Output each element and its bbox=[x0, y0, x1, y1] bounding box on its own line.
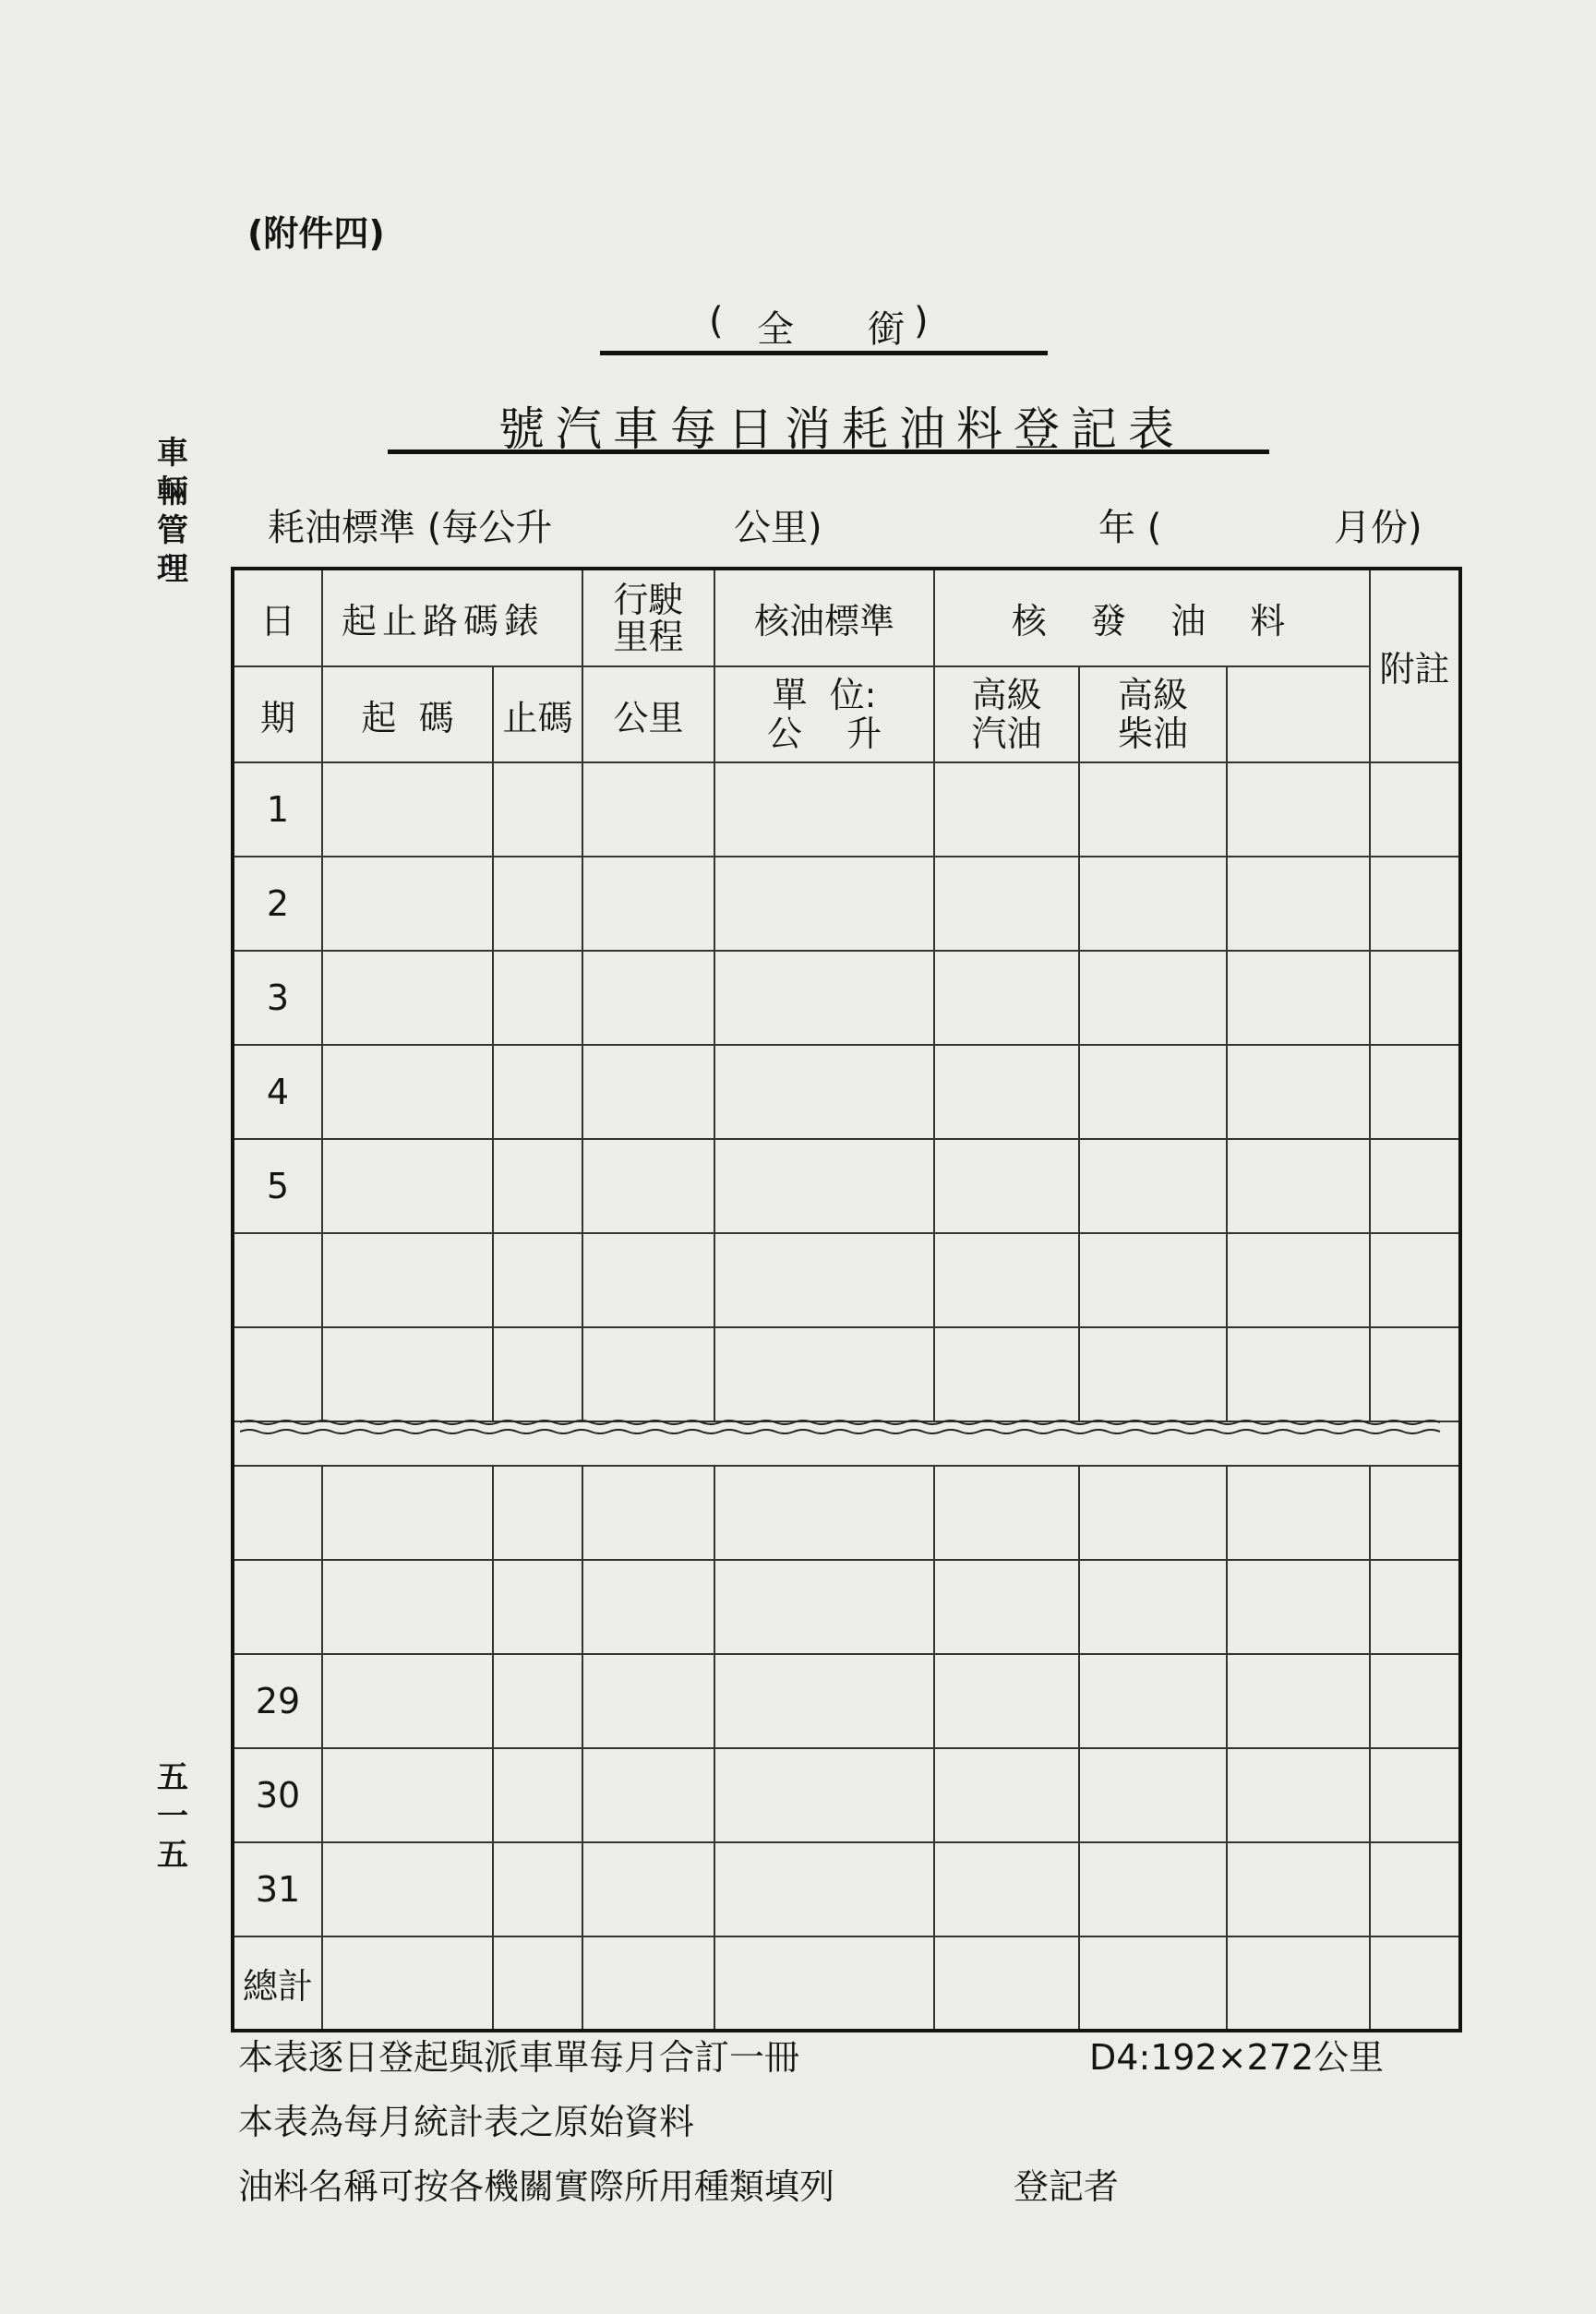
cell bbox=[714, 1560, 934, 1654]
day-cell bbox=[233, 1233, 322, 1327]
cell bbox=[934, 1560, 1079, 1654]
col-unit-1: 單 位: bbox=[772, 675, 877, 715]
cell bbox=[582, 1654, 714, 1748]
fuel-standard-unit: 公里) bbox=[734, 507, 822, 549]
header-row-2 bbox=[233, 666, 1460, 762]
cell bbox=[714, 1748, 934, 1842]
dept-rparen: ) bbox=[914, 300, 929, 342]
wave-line-1 bbox=[240, 1421, 1440, 1424]
cell bbox=[714, 1654, 934, 1748]
cell bbox=[1227, 1466, 1370, 1560]
cell bbox=[1079, 1842, 1227, 1936]
day-cell bbox=[233, 1327, 322, 1421]
cell bbox=[1079, 1327, 1227, 1421]
cell bbox=[322, 1936, 493, 2031]
cell bbox=[1227, 1139, 1370, 1233]
day-cell: 29 bbox=[233, 1654, 322, 1748]
col-gasoline-2: 汽油 bbox=[971, 713, 1042, 754]
cell bbox=[1227, 1560, 1370, 1654]
cell bbox=[1079, 762, 1227, 857]
cell bbox=[1370, 1842, 1460, 1936]
cell bbox=[493, 1560, 582, 1654]
cell bbox=[322, 1327, 493, 1421]
col-start-reading: 起 碼 bbox=[322, 666, 493, 762]
cell bbox=[714, 762, 934, 857]
table-row bbox=[233, 857, 1460, 951]
col-date-top: 日 bbox=[233, 569, 322, 666]
note-line-3: 油料名稱可按各機關實際所用種類填列 bbox=[238, 2166, 835, 2207]
cell bbox=[714, 951, 934, 1045]
cell bbox=[322, 762, 493, 857]
cell bbox=[322, 951, 493, 1045]
col-odometer: 起止路碼錶 bbox=[322, 569, 582, 666]
cell bbox=[322, 1842, 493, 1936]
col-date-bottom: 期 bbox=[233, 666, 322, 762]
cell bbox=[493, 951, 582, 1045]
col-stop-reading: 止碼 bbox=[493, 666, 582, 762]
note-line-2: 本表為每月統計表之原始資料 bbox=[238, 2102, 695, 2142]
cell bbox=[934, 762, 1079, 857]
cell bbox=[1370, 857, 1460, 951]
cell bbox=[1370, 1560, 1460, 1654]
day-cell bbox=[233, 1560, 322, 1654]
form-title-text: 號汽車每日消耗油料登記表 bbox=[498, 402, 1185, 456]
dept-quan: 全 bbox=[757, 308, 794, 351]
table-row bbox=[233, 762, 1460, 857]
cell bbox=[1370, 762, 1460, 857]
col-issued-fuel: 核 發 油 料 bbox=[934, 569, 1370, 666]
cell bbox=[1079, 951, 1227, 1045]
cell bbox=[1227, 1748, 1370, 1842]
cell bbox=[322, 1045, 493, 1139]
dept-lparen: ( bbox=[709, 300, 724, 342]
day-cell: 31 bbox=[233, 1842, 322, 1936]
cell bbox=[322, 1654, 493, 1748]
cell bbox=[1079, 1560, 1227, 1654]
cell bbox=[493, 1466, 582, 1560]
cell bbox=[1079, 1139, 1227, 1233]
table-row bbox=[233, 1139, 1460, 1233]
cell bbox=[582, 1936, 714, 2031]
cell bbox=[714, 1842, 934, 1936]
day-cell: 4 bbox=[233, 1045, 322, 1139]
cell bbox=[1370, 1654, 1460, 1748]
cell bbox=[493, 1139, 582, 1233]
cell bbox=[934, 951, 1079, 1045]
cell bbox=[493, 1936, 582, 2031]
day-cell bbox=[233, 1466, 322, 1560]
cell bbox=[493, 1748, 582, 1842]
cell bbox=[582, 951, 714, 1045]
cell bbox=[1079, 1466, 1227, 1560]
cell bbox=[582, 1139, 714, 1233]
cell bbox=[582, 1327, 714, 1421]
table-row bbox=[233, 1748, 1460, 1842]
cell bbox=[714, 1936, 934, 2031]
cell bbox=[582, 762, 714, 857]
paper-size: D4:192×272公里 bbox=[1089, 2037, 1385, 2078]
cell bbox=[1227, 857, 1370, 951]
department-line bbox=[600, 295, 1048, 355]
form-title bbox=[388, 392, 1269, 454]
page-number: 五一五 bbox=[157, 1759, 188, 1874]
cell bbox=[1370, 951, 1460, 1045]
col-diesel-2: 柴油 bbox=[1117, 713, 1188, 754]
col-diesel-1: 高級 bbox=[1117, 675, 1188, 715]
col-unit bbox=[714, 666, 934, 762]
cell bbox=[582, 1748, 714, 1842]
cell bbox=[322, 1466, 493, 1560]
col-km: 公里 bbox=[582, 666, 714, 762]
chapter-label: 車輛管理 bbox=[157, 435, 188, 588]
cell bbox=[582, 857, 714, 951]
col-remarks: 附註 bbox=[1370, 569, 1460, 762]
cell bbox=[322, 1748, 493, 1842]
table-row bbox=[233, 1560, 1460, 1654]
total-row bbox=[233, 1936, 1460, 2031]
cell bbox=[1370, 1045, 1460, 1139]
cell bbox=[493, 857, 582, 951]
col-trip-2: 里程 bbox=[613, 616, 684, 657]
cell bbox=[1227, 1233, 1370, 1327]
cell bbox=[493, 1842, 582, 1936]
col-other-fuel bbox=[1227, 666, 1370, 762]
cell bbox=[1227, 1936, 1370, 2031]
day-cell: 30 bbox=[233, 1748, 322, 1842]
dept-xian: 銜 bbox=[868, 308, 905, 351]
cell bbox=[1079, 1233, 1227, 1327]
col-trip-1: 行駛 bbox=[613, 579, 684, 620]
cell bbox=[322, 1233, 493, 1327]
cell bbox=[934, 1233, 1079, 1327]
cell bbox=[1079, 1045, 1227, 1139]
cell bbox=[1079, 1936, 1227, 2031]
year-label: 年 ( bbox=[1098, 507, 1162, 549]
annex-label: (附件四) bbox=[247, 213, 385, 254]
cell bbox=[714, 1233, 934, 1327]
cell bbox=[322, 1139, 493, 1233]
cell bbox=[582, 1233, 714, 1327]
total-label: 總計 bbox=[233, 1936, 322, 2031]
table-row bbox=[233, 1654, 1460, 1748]
table-break-wave bbox=[240, 1417, 1449, 1439]
cell bbox=[1227, 1842, 1370, 1936]
cell bbox=[1370, 1748, 1460, 1842]
cell bbox=[322, 857, 493, 951]
cell bbox=[714, 1045, 934, 1139]
cell bbox=[493, 1233, 582, 1327]
cell bbox=[934, 1045, 1079, 1139]
table-row bbox=[233, 1233, 1460, 1327]
cell bbox=[714, 1466, 934, 1560]
fuel-log-table bbox=[231, 567, 1462, 2032]
day-cell: 2 bbox=[233, 857, 322, 951]
day-cell: 1 bbox=[233, 762, 322, 857]
cell bbox=[934, 1327, 1079, 1421]
table-row bbox=[233, 1466, 1460, 1560]
cell bbox=[934, 1654, 1079, 1748]
table-row bbox=[233, 1045, 1460, 1139]
col-trip bbox=[582, 569, 714, 666]
cell bbox=[934, 1936, 1079, 2031]
month-label: 月份) bbox=[1334, 507, 1422, 549]
table-row bbox=[233, 1842, 1460, 1936]
recorder-label: 登記者 bbox=[1014, 2166, 1120, 2207]
cell bbox=[934, 857, 1079, 951]
note-line-1: 本表逐日登起與派車單每月合訂一冊 bbox=[238, 2037, 800, 2078]
cell bbox=[934, 1466, 1079, 1560]
cell bbox=[714, 857, 934, 951]
cell bbox=[1227, 1654, 1370, 1748]
col-diesel bbox=[1079, 666, 1227, 762]
col-gasoline bbox=[934, 666, 1079, 762]
col-unit-2: 公 升 bbox=[766, 713, 882, 754]
cell bbox=[1079, 857, 1227, 951]
cell bbox=[582, 1560, 714, 1654]
cell bbox=[493, 1327, 582, 1421]
cell bbox=[714, 1139, 934, 1233]
cell bbox=[1227, 951, 1370, 1045]
header-row-1 bbox=[233, 569, 1460, 666]
col-gasoline-1: 高級 bbox=[971, 675, 1042, 715]
cell bbox=[582, 1466, 714, 1560]
cell bbox=[493, 1654, 582, 1748]
cell bbox=[934, 1842, 1079, 1936]
cell bbox=[1370, 1139, 1460, 1233]
cell bbox=[493, 762, 582, 857]
cell bbox=[1370, 1233, 1460, 1327]
cell bbox=[1370, 1466, 1460, 1560]
table-row bbox=[233, 951, 1460, 1045]
cell bbox=[1370, 1327, 1460, 1421]
cell bbox=[582, 1045, 714, 1139]
table-row bbox=[233, 1327, 1460, 1421]
cell bbox=[582, 1842, 714, 1936]
rows-top bbox=[233, 762, 1460, 1421]
day-cell: 5 bbox=[233, 1139, 322, 1233]
cell bbox=[934, 1139, 1079, 1233]
cell bbox=[1227, 1327, 1370, 1421]
cell bbox=[1079, 1748, 1227, 1842]
wave-line-2 bbox=[240, 1430, 1440, 1433]
cell bbox=[1370, 1936, 1460, 2031]
col-fuel-standard: 核油標準 bbox=[714, 569, 934, 666]
rows-bottom bbox=[233, 1466, 1460, 1936]
cell bbox=[493, 1045, 582, 1139]
cell bbox=[934, 1748, 1079, 1842]
cell bbox=[1227, 762, 1370, 857]
cell bbox=[1227, 1045, 1370, 1139]
cell bbox=[714, 1327, 934, 1421]
cell bbox=[1079, 1654, 1227, 1748]
day-cell: 3 bbox=[233, 951, 322, 1045]
fuel-standard-label: 耗油標準 (每公升 bbox=[268, 507, 553, 549]
cell bbox=[322, 1560, 493, 1654]
